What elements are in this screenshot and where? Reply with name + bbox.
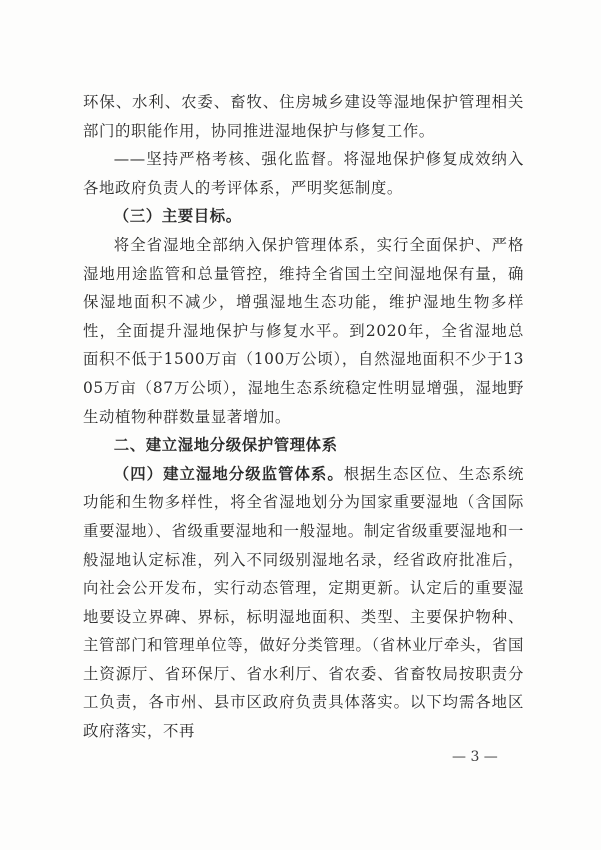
paragraph-goals: 将全省湿地全部纳入保护管理体系，实行全面保护、严格湿地用途监管和总量管控，维持全省国土空间湿地保有量，确保湿地面积不减少，增强湿地生态功能，维护湿地生物多样性，全面提升湿地保护与修复水平。到2020年，全省湿地总面积不低于1500万亩（100万公顷），自然湿地面积不少于1305万亩（87万公顷），湿地生态系统稳定性明显增强，湿地野生动植物种群数量显著增加。 xyxy=(83,235,524,426)
page-number: — 3 — xyxy=(452,749,498,765)
section-heading: 二、建立湿地分级保护管理体系 xyxy=(113,436,338,455)
subsection-heading-goals: （三）主要目标。 xyxy=(113,207,242,226)
document-body xyxy=(83,88,524,746)
paragraph-continuation: 环保、水利、农委、畜牧、住房城乡建设等湿地保护管理相关部门的职能作用，协同推进湿地保护与修复工作。 xyxy=(83,93,524,140)
subsection-heading-monitoring: （四）建立湿地分级监管体系。 xyxy=(113,464,344,483)
paragraph-monitoring-system: （四）建立湿地分级监管体系。根据生态区位、生态系统功能和生物多样性，将全省湿地划分为国家重要湿地（含国际重要湿地）、省级重要湿地和一般湿地。制定省级重要湿地和一般湿地认定标准，列入不同级别湿地名录，经省政府批准后，向社会公开发布，实行动态管理，定期更新。认定后的重要湿地要设立界碑、界标，标明湿地面积、类型、主要保护物种、主管部门和管理单位等，做好分类管理。（省林业厅牵头，省国土资源厅、省环保厅、省水利厅、省农委、省畜牧局按职责分工负责，各市州、县市区政府负责具体落实。以下均需各地区政府落实，不再 xyxy=(83,464,524,741)
paragraph-principle: ——坚持严格考核、强化监督。将湿地保护修复成效纳入各地政府负责人的考评体系，严明奖惩制度。 xyxy=(83,150,524,197)
